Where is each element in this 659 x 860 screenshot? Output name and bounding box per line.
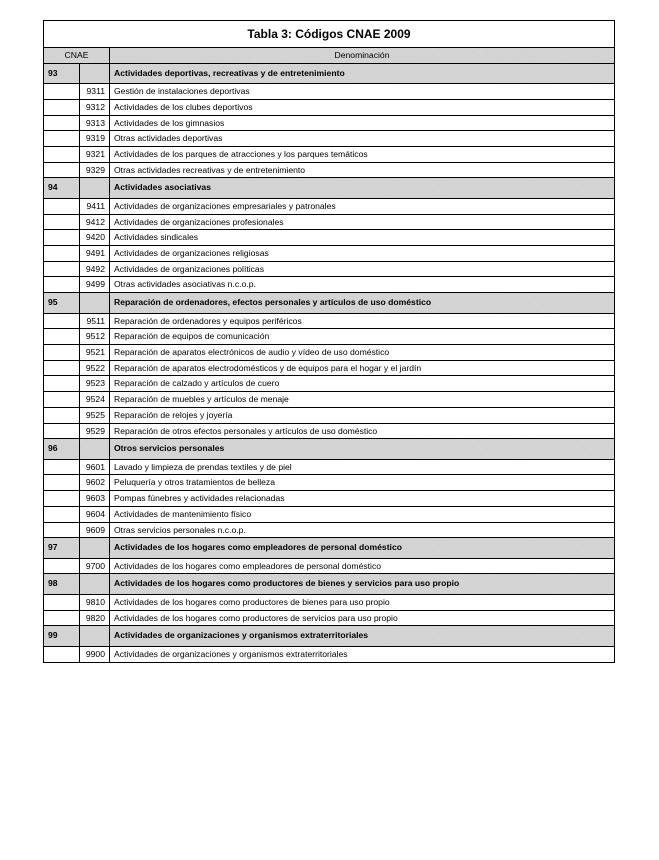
division-code: 98 <box>44 574 80 595</box>
division-code: 96 <box>44 439 80 460</box>
class-blank-cell <box>44 558 80 574</box>
class-code: 9511 <box>80 313 110 329</box>
class-blank-cell <box>44 162 80 178</box>
division-name: Actividades de los hogares como productores de bienes y servicios para uso propio <box>110 574 615 595</box>
class-row <box>44 162 615 178</box>
division-empty-cell <box>80 626 110 647</box>
class-row <box>44 459 615 475</box>
class-row <box>44 147 615 163</box>
class-blank-cell <box>44 506 80 522</box>
class-row <box>44 84 615 100</box>
class-code: 9522 <box>80 360 110 376</box>
class-name: Actividades de organizaciones y organismos extraterritoriales <box>110 646 615 662</box>
class-blank-cell <box>44 345 80 361</box>
class-name: Actividades de organizaciones religiosas <box>110 246 615 262</box>
class-code: 9900 <box>80 646 110 662</box>
class-name: Actividades de organizaciones empresariales y patronales <box>110 198 615 214</box>
class-blank-cell <box>44 147 80 163</box>
division-row <box>44 293 615 314</box>
division-name: Actividades deportivas, recreativas y de entretenimiento <box>110 63 615 84</box>
division-code: 97 <box>44 538 80 559</box>
class-name: Peluquería y otros tratamientos de belleza <box>110 475 615 491</box>
class-name: Reparación de calzado y artículos de cuero <box>110 376 615 392</box>
class-blank-cell <box>44 84 80 100</box>
class-code: 9529 <box>80 423 110 439</box>
class-row <box>44 423 615 439</box>
class-code: 9601 <box>80 459 110 475</box>
class-code: 9603 <box>80 491 110 507</box>
class-row <box>44 491 615 507</box>
class-row <box>44 475 615 491</box>
class-blank-cell <box>44 594 80 610</box>
class-blank-cell <box>44 360 80 376</box>
class-blank-cell <box>44 646 80 662</box>
division-empty-cell <box>80 63 110 84</box>
class-blank-cell <box>44 475 80 491</box>
class-code: 9311 <box>80 84 110 100</box>
class-name: Pompas fúnebres y actividades relacionadas <box>110 491 615 507</box>
class-name: Otras actividades deportivas <box>110 131 615 147</box>
class-name: Actividades de los hogares como productores de servicios para uso propio <box>110 610 615 626</box>
class-code: 9313 <box>80 115 110 131</box>
division-row <box>44 439 615 460</box>
class-row <box>44 198 615 214</box>
class-name: Reparación de relojes y joyería <box>110 407 615 423</box>
division-empty-cell <box>80 574 110 595</box>
class-blank-cell <box>44 407 80 423</box>
class-row <box>44 522 615 538</box>
class-row <box>44 277 615 293</box>
division-empty-cell <box>80 538 110 559</box>
class-name: Actividades de organizaciones profesionales <box>110 214 615 230</box>
class-row <box>44 610 615 626</box>
class-row <box>44 329 615 345</box>
class-blank-cell <box>44 522 80 538</box>
class-blank-cell <box>44 230 80 246</box>
division-row <box>44 178 615 199</box>
class-code: 9492 <box>80 261 110 277</box>
class-blank-cell <box>44 376 80 392</box>
class-code: 9604 <box>80 506 110 522</box>
class-code: 9512 <box>80 329 110 345</box>
class-name: Actividades de los hogares como empleadores de personal doméstico <box>110 558 615 574</box>
class-blank-cell <box>44 329 80 345</box>
class-blank-cell <box>44 131 80 147</box>
class-row <box>44 246 615 262</box>
class-row <box>44 392 615 408</box>
class-name: Reparación de muebles y artículos de menaje <box>110 392 615 408</box>
division-empty-cell <box>80 293 110 314</box>
division-row <box>44 574 615 595</box>
cnae-table <box>43 20 615 663</box>
class-name: Otras servicios personales n.c.o.p. <box>110 522 615 538</box>
division-row <box>44 538 615 559</box>
class-name: Actividades de mantenimiento físico <box>110 506 615 522</box>
class-row <box>44 115 615 131</box>
class-name: Gestión de instalaciones deportivas <box>110 84 615 100</box>
class-blank-cell <box>44 459 80 475</box>
class-row <box>44 506 615 522</box>
class-name: Actividades sindicales <box>110 230 615 246</box>
class-blank-cell <box>44 610 80 626</box>
class-row <box>44 214 615 230</box>
header-denominacion: Denominación <box>110 48 615 64</box>
class-name: Reparación de aparatos electrónicos de audio y vídeo de uso doméstico <box>110 345 615 361</box>
class-row <box>44 99 615 115</box>
class-name: Otras actividades asociativas n.c.o.p. <box>110 277 615 293</box>
class-blank-cell <box>44 313 80 329</box>
table-title: Tabla 3: Códigos CNAE 2009 <box>44 21 615 48</box>
class-name: Reparación de aparatos electrodomésticos y de equipos para el hogar y el jardín <box>110 360 615 376</box>
class-blank-cell <box>44 115 80 131</box>
class-name: Lavado y limpieza de prendas textiles y de piel <box>110 459 615 475</box>
class-name: Reparación de equipos de comunicación <box>110 329 615 345</box>
class-row <box>44 558 615 574</box>
class-name: Otras actividades recreativas y de entretenimiento <box>110 162 615 178</box>
class-code: 9810 <box>80 594 110 610</box>
division-code: 94 <box>44 178 80 199</box>
class-blank-cell <box>44 246 80 262</box>
division-row <box>44 626 615 647</box>
division-name: Actividades de organizaciones y organismos extraterritoriales <box>110 626 615 647</box>
division-code: 93 <box>44 63 80 84</box>
division-name: Actividades de los hogares como empleadores de personal doméstico <box>110 538 615 559</box>
class-blank-cell <box>44 214 80 230</box>
class-row <box>44 230 615 246</box>
class-code: 9420 <box>80 230 110 246</box>
class-row <box>44 345 615 361</box>
class-blank-cell <box>44 261 80 277</box>
class-row <box>44 131 615 147</box>
class-code: 9412 <box>80 214 110 230</box>
class-code: 9329 <box>80 162 110 178</box>
class-row <box>44 313 615 329</box>
table-body <box>44 63 615 662</box>
class-blank-cell <box>44 198 80 214</box>
class-code: 9700 <box>80 558 110 574</box>
class-code: 9491 <box>80 246 110 262</box>
class-row <box>44 594 615 610</box>
class-name: Actividades de los parques de atracciones y los parques temáticos <box>110 147 615 163</box>
class-code: 9411 <box>80 198 110 214</box>
cnae-table-container <box>43 20 615 663</box>
class-code: 9602 <box>80 475 110 491</box>
class-code: 9820 <box>80 610 110 626</box>
division-name: Actividades asociativas <box>110 178 615 199</box>
division-name: Reparación de ordenadores, efectos personales y artículos de uso doméstico <box>110 293 615 314</box>
class-code: 9525 <box>80 407 110 423</box>
division-name: Otros servicios personales <box>110 439 615 460</box>
class-name: Actividades de organizaciones políticas <box>110 261 615 277</box>
division-code: 99 <box>44 626 80 647</box>
class-name: Actividades de los clubes deportivos <box>110 99 615 115</box>
class-blank-cell <box>44 392 80 408</box>
class-code: 9321 <box>80 147 110 163</box>
class-row <box>44 407 615 423</box>
class-code: 9609 <box>80 522 110 538</box>
division-empty-cell <box>80 439 110 460</box>
class-name: Actividades de los gimnasios <box>110 115 615 131</box>
class-code: 9319 <box>80 131 110 147</box>
class-name: Reparación de ordenadores y equipos periféricos <box>110 313 615 329</box>
class-code: 9312 <box>80 99 110 115</box>
class-row <box>44 646 615 662</box>
class-row <box>44 360 615 376</box>
class-blank-cell <box>44 277 80 293</box>
class-name: Actividades de los hogares como productores de bienes para uso propio <box>110 594 615 610</box>
class-blank-cell <box>44 491 80 507</box>
class-code: 9524 <box>80 392 110 408</box>
class-code: 9521 <box>80 345 110 361</box>
division-empty-cell <box>80 178 110 199</box>
class-blank-cell <box>44 423 80 439</box>
division-row <box>44 63 615 84</box>
class-code: 9523 <box>80 376 110 392</box>
class-blank-cell <box>44 99 80 115</box>
class-row <box>44 376 615 392</box>
class-name: Reparación de otros efectos personales y artículos de uso doméstico <box>110 423 615 439</box>
class-code: 9499 <box>80 277 110 293</box>
class-row <box>44 261 615 277</box>
division-code: 95 <box>44 293 80 314</box>
header-cnae: CNAE <box>44 48 110 64</box>
